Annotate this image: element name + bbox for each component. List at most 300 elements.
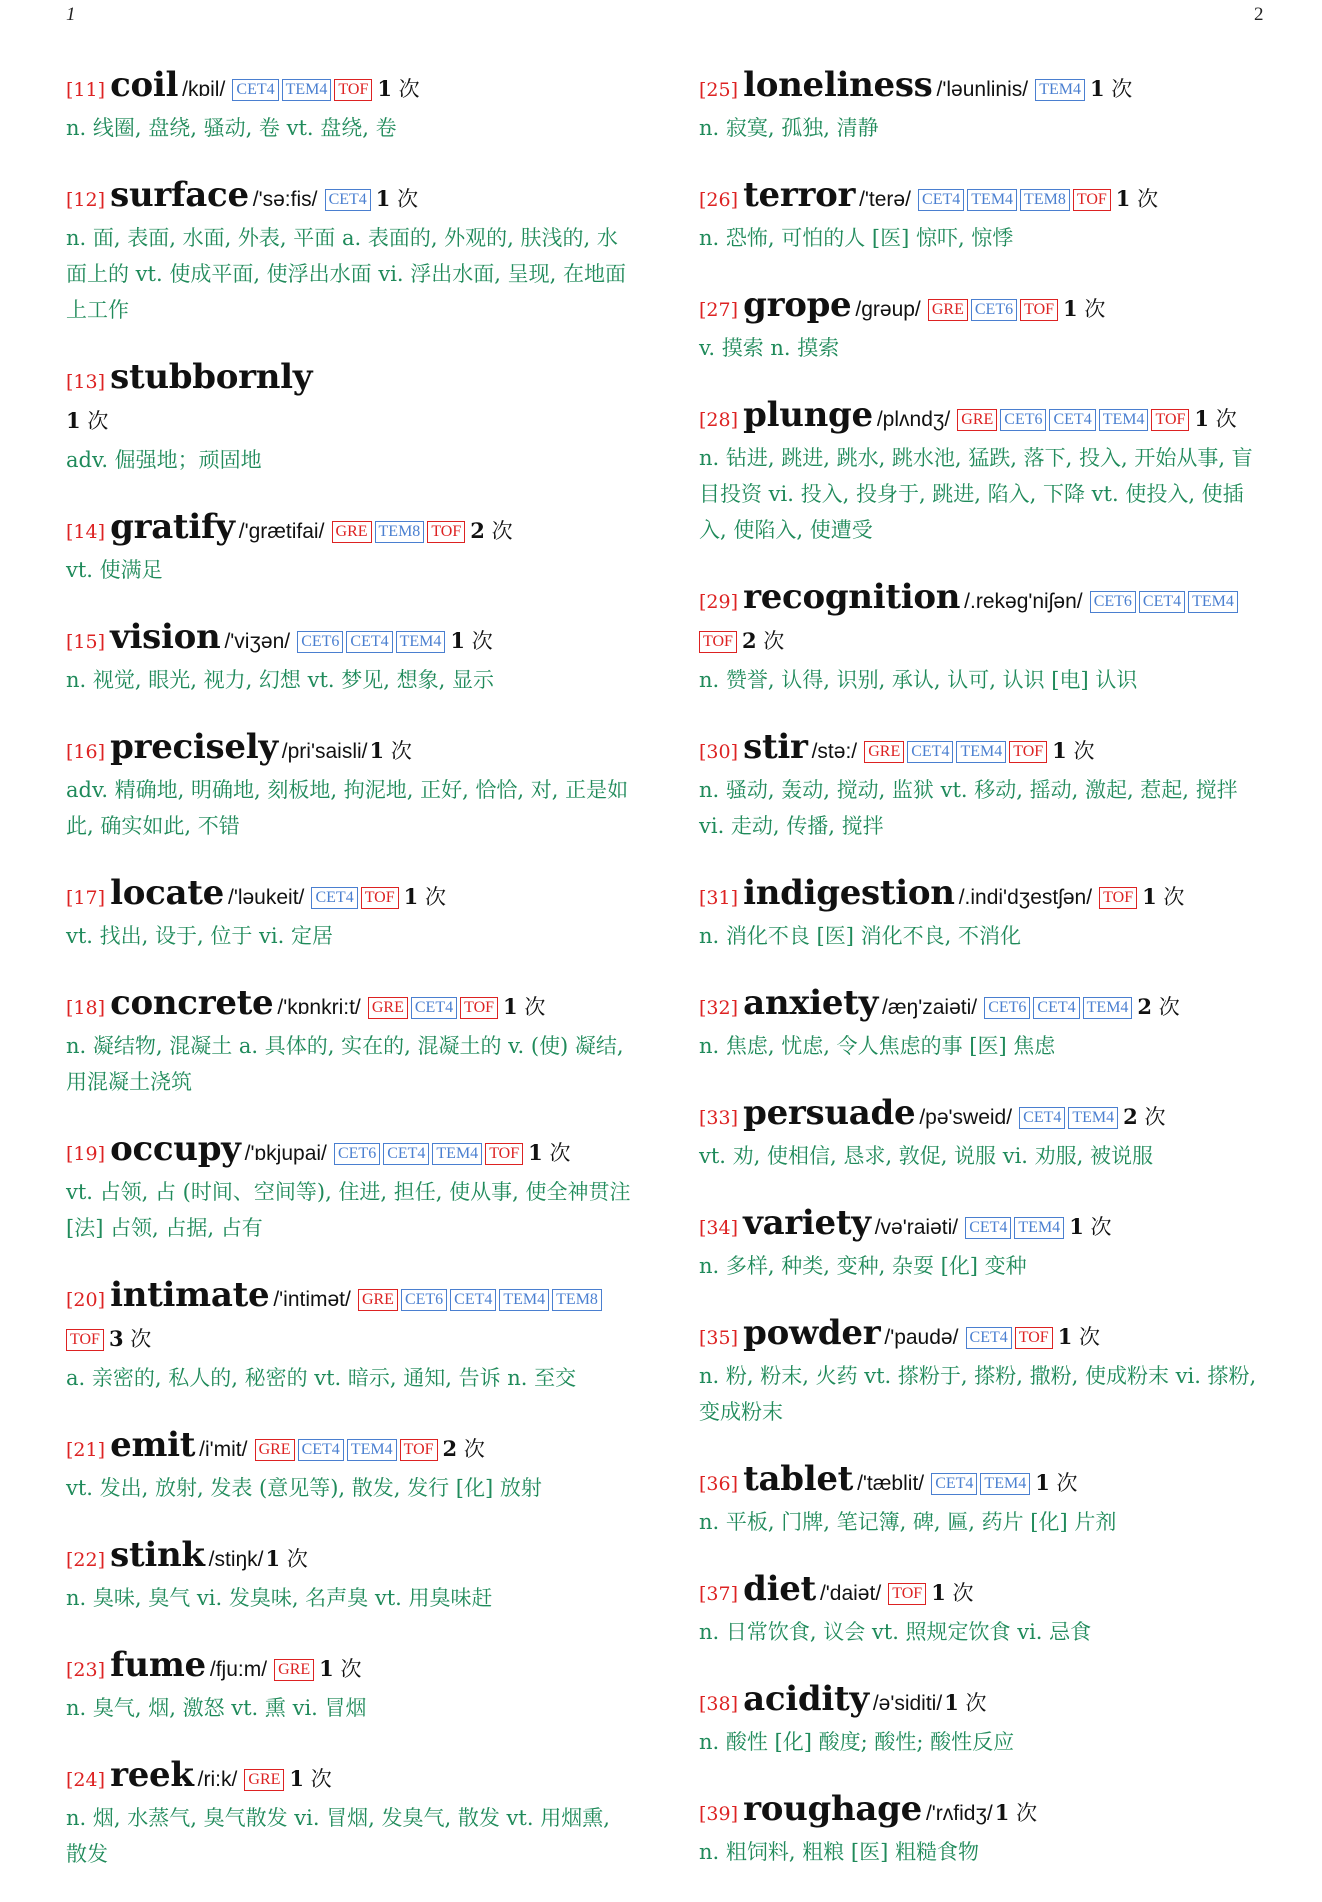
exam-tags bbox=[1099, 889, 1140, 908]
entry-index: [36] bbox=[699, 1473, 739, 1495]
entry-headline bbox=[66, 1536, 636, 1580]
exam-tags bbox=[864, 743, 1050, 762]
exam-tags bbox=[297, 633, 448, 652]
phonetic-transcription: /'sə:fis/ bbox=[252, 188, 318, 211]
entry-index: [33] bbox=[699, 1107, 739, 1129]
count-number: 1 bbox=[931, 1580, 946, 1605]
exam-tags bbox=[311, 889, 401, 908]
exam-tag: TOF bbox=[1020, 299, 1058, 321]
exam-tags bbox=[332, 523, 469, 542]
vocab-entry bbox=[66, 618, 636, 698]
exam-tags bbox=[255, 1441, 441, 1460]
definition: adv. 倔强地；顽固地 bbox=[66, 448, 262, 472]
vocab-entry bbox=[699, 1094, 1269, 1174]
entry-index: [20] bbox=[66, 1289, 106, 1311]
count-unit: 次 bbox=[1056, 1471, 1078, 1495]
headword: fume bbox=[110, 1645, 206, 1685]
phonetic-transcription: /'rʌfidʒ/ bbox=[925, 1802, 993, 1825]
headword: diet bbox=[743, 1569, 816, 1609]
headword: locate bbox=[110, 873, 224, 913]
definition: adv. 精确地, 明确地, 刻板地, 拘泥地, 正好, 恰恰, 对, 正是如此, 确实如此, 不错 bbox=[66, 778, 629, 838]
exam-tag: TOF bbox=[427, 521, 465, 543]
phonetic-transcription: /'grætifai/ bbox=[238, 520, 325, 543]
count-number: 1 bbox=[1069, 1214, 1084, 1239]
entry-index: [26] bbox=[699, 189, 739, 211]
headword: acidity bbox=[743, 1679, 869, 1719]
vocab-entry bbox=[699, 396, 1269, 548]
headword: occupy bbox=[110, 1129, 241, 1169]
headword: powder bbox=[743, 1313, 881, 1353]
entry-headline bbox=[699, 396, 1269, 440]
exam-tags bbox=[984, 999, 1135, 1018]
occurrence-count bbox=[450, 629, 492, 653]
occurrence-count bbox=[376, 187, 418, 211]
occurrence-count bbox=[1194, 407, 1236, 431]
count-unit: 次 bbox=[340, 1657, 362, 1681]
exam-tag: CET4 bbox=[232, 79, 278, 101]
count-unit: 次 bbox=[1158, 995, 1180, 1019]
entry-headline bbox=[66, 508, 636, 552]
count-unit: 次 bbox=[310, 1767, 332, 1791]
exam-tags bbox=[1035, 81, 1088, 100]
vocab-entry bbox=[66, 1276, 636, 1396]
vocab-entry bbox=[699, 176, 1269, 256]
entry-headline bbox=[699, 1094, 1269, 1138]
vocab-entry bbox=[699, 874, 1269, 954]
count-unit: 次 bbox=[1163, 885, 1185, 909]
headword: loneliness bbox=[743, 65, 933, 105]
definition: n. 平板, 门牌, 笔记簿, 碑, 匾, 药片 [化] 片剂 bbox=[699, 1510, 1117, 1534]
headword: stubbornly bbox=[110, 357, 313, 397]
exam-tag: CET4 bbox=[346, 631, 392, 653]
left-column bbox=[66, 66, 636, 1902]
definition: n. 日常饮食, 议会 vt. 照规定饮食 vi. 忌食 bbox=[699, 1620, 1092, 1644]
definition: vt. 占领, 占 (时间、空间等), 住进, 担任, 使从事, 使全神贯注 [法] 占领, 占据, 占有 bbox=[66, 1180, 631, 1240]
exam-tag: TOF bbox=[361, 887, 399, 909]
count-number: 1 bbox=[1089, 76, 1105, 101]
occurrence-count bbox=[1063, 297, 1105, 321]
exam-tag: TEM4 bbox=[396, 631, 446, 653]
count-unit: 次 bbox=[130, 1327, 152, 1351]
headword: tablet bbox=[743, 1459, 854, 1499]
entry-index: [18] bbox=[66, 997, 106, 1019]
count-number: 1 bbox=[375, 186, 391, 211]
count-unit: 次 bbox=[471, 629, 493, 653]
entry-headline bbox=[699, 286, 1269, 330]
exam-tag: CET6 bbox=[971, 299, 1017, 321]
phonetic-transcription: /stiŋk/ bbox=[208, 1548, 264, 1571]
count-unit: 次 bbox=[1090, 1215, 1112, 1239]
vocab-entry bbox=[66, 176, 636, 328]
phonetic-transcription: /'kɒnkri:t/ bbox=[277, 996, 361, 1019]
definition: vt. 找出, 设于, 位于 vi. 定居 bbox=[66, 924, 333, 948]
entry-index: [17] bbox=[66, 887, 106, 909]
exam-tag: GRE bbox=[864, 741, 904, 763]
entry-index: [30] bbox=[699, 741, 739, 763]
exam-tag: CET4 bbox=[1139, 591, 1185, 613]
phonetic-transcription: /i'mit/ bbox=[199, 1438, 248, 1461]
exam-tag: TEM4 bbox=[1188, 591, 1238, 613]
exam-tags bbox=[232, 81, 375, 100]
exam-tag: CET6 bbox=[1090, 591, 1136, 613]
count-number: 2 bbox=[1123, 1104, 1138, 1129]
exam-tag: CET6 bbox=[401, 1289, 447, 1311]
count-unit: 次 bbox=[763, 629, 785, 653]
entry-index: [11] bbox=[66, 79, 106, 101]
exam-tag: GRE bbox=[358, 1289, 398, 1311]
exam-tag: CET6 bbox=[297, 631, 343, 653]
vocab-entry bbox=[699, 1570, 1269, 1650]
exam-tags bbox=[957, 411, 1192, 430]
headword: indigestion bbox=[743, 873, 955, 913]
headword: variety bbox=[743, 1203, 871, 1243]
definition: n. 凝结物, 混凝土 a. 具体的, 实在的, 混凝土的 v. (使) 凝结, 用混凝土浇筑 bbox=[66, 1034, 624, 1094]
entry-headline bbox=[699, 1680, 1269, 1724]
headword: recognition bbox=[743, 577, 961, 617]
occurrence-count bbox=[1137, 995, 1179, 1019]
count-unit: 次 bbox=[965, 1691, 987, 1715]
entry-headline bbox=[699, 1204, 1269, 1248]
entry-index: [35] bbox=[699, 1327, 739, 1349]
count-number: 1 bbox=[403, 884, 419, 909]
exam-tag: TEM4 bbox=[1014, 1217, 1064, 1239]
occurrence-count bbox=[470, 519, 512, 543]
exam-tag: CET4 bbox=[966, 1327, 1012, 1349]
headword: roughage bbox=[743, 1789, 922, 1829]
entry-index: [25] bbox=[699, 79, 739, 101]
exam-tag: CET6 bbox=[1000, 409, 1046, 431]
occurrence-count bbox=[443, 1437, 485, 1461]
exam-tag: TOF bbox=[1151, 409, 1189, 431]
vocab-entry bbox=[699, 66, 1269, 146]
phonetic-transcription: /.rekəg'niʃən/ bbox=[964, 590, 1083, 613]
count-number: 1 bbox=[377, 76, 392, 101]
occurrence-count bbox=[931, 1581, 973, 1605]
count-number: 1 bbox=[1057, 1324, 1073, 1349]
phonetic-transcription: /'daiət/ bbox=[819, 1582, 882, 1605]
count-number: 1 bbox=[994, 1800, 1010, 1825]
exam-tag: TEM4 bbox=[1035, 79, 1085, 101]
headword: concrete bbox=[110, 983, 274, 1023]
phonetic-transcription: /ri:k/ bbox=[197, 1768, 238, 1791]
phonetic-transcription: /'viʒən/ bbox=[224, 630, 291, 653]
count-number: 1 bbox=[319, 1656, 334, 1681]
count-unit: 次 bbox=[463, 1437, 485, 1461]
exam-tags bbox=[965, 1219, 1067, 1238]
entry-headline bbox=[699, 1790, 1269, 1834]
definition: n. 烟, 水蒸气, 臭气散发 vi. 冒烟, 发臭气, 散发 vt. 用烟熏, 散发 bbox=[66, 1806, 610, 1866]
exam-tags bbox=[928, 301, 1061, 320]
count-unit: 次 bbox=[286, 1547, 308, 1571]
exam-tag: TEM4 bbox=[980, 1473, 1030, 1495]
count-unit: 次 bbox=[390, 739, 412, 763]
exam-tag: GRE bbox=[368, 997, 408, 1019]
entry-headline bbox=[66, 984, 636, 1028]
exam-tags bbox=[325, 191, 374, 210]
definition: n. 臭气, 烟, 激怒 vt. 熏 vi. 冒烟 bbox=[66, 1696, 367, 1720]
occurrence-count bbox=[1052, 739, 1094, 763]
count-number: 1 bbox=[289, 1766, 305, 1791]
count-line bbox=[66, 402, 636, 442]
definition: n. 多样, 种类, 变种, 杂耍 [化] 变种 bbox=[699, 1254, 1027, 1278]
count-unit: 次 bbox=[398, 77, 420, 101]
exam-tag: TOF bbox=[334, 79, 372, 101]
occurrence-count bbox=[1123, 1105, 1165, 1129]
definition: n. 赞誉, 认得, 识别, 承认, 认可, 认识 [电] 认识 bbox=[699, 668, 1138, 692]
count-unit: 次 bbox=[549, 1141, 571, 1165]
occurrence-count bbox=[377, 77, 419, 101]
entry-headline bbox=[699, 728, 1269, 772]
count-number: 1 bbox=[1052, 738, 1067, 763]
entry-index: [31] bbox=[699, 887, 739, 909]
count-unit: 次 bbox=[1016, 1801, 1038, 1825]
exam-tag: CET4 bbox=[907, 741, 953, 763]
vocab-entry bbox=[699, 984, 1269, 1064]
exam-tag: TEM8 bbox=[1020, 189, 1070, 211]
definition: vt. 劝, 使相信, 恳求, 敦促, 说服 vi. 劝服, 被说服 bbox=[699, 1144, 1154, 1168]
exam-tag: CET6 bbox=[984, 997, 1030, 1019]
occurrence-count bbox=[528, 1141, 570, 1165]
exam-tag: CET4 bbox=[411, 997, 457, 1019]
phonetic-transcription: /ə'siditi/ bbox=[872, 1692, 943, 1715]
phonetic-transcription: /grəup/ bbox=[855, 298, 921, 321]
occurrence-count bbox=[503, 995, 545, 1019]
exam-tag: TOF bbox=[888, 1583, 926, 1605]
definition: n. 粗饲料, 粗粮 [医] 粗糙食物 bbox=[699, 1840, 979, 1864]
headword: terror bbox=[743, 175, 856, 215]
exam-tag: CET4 bbox=[325, 189, 371, 211]
vocab-entry bbox=[66, 984, 636, 1100]
exam-tag: CET4 bbox=[931, 1473, 977, 1495]
count-number: 1 bbox=[1194, 406, 1210, 431]
exam-tag: TOF bbox=[66, 1329, 104, 1351]
count-number: 1 bbox=[1115, 186, 1131, 211]
definition: n. 视觉, 眼光, 视力, 幻想 vt. 梦见, 想象, 显示 bbox=[66, 668, 494, 692]
count-unit: 次 bbox=[491, 519, 513, 543]
count-number: 1 bbox=[944, 1690, 959, 1715]
phonetic-transcription: /'ɒkjupai/ bbox=[244, 1142, 327, 1165]
entry-index: [24] bbox=[66, 1769, 106, 1791]
count-unit: 次 bbox=[424, 885, 446, 909]
definition: a. 亲密的, 私人的, 秘密的 vt. 暗示, 通知, 告诉 n. 至交 bbox=[66, 1366, 577, 1390]
page-number-right: 2 bbox=[1254, 4, 1264, 25]
occurrence-count bbox=[995, 1801, 1037, 1825]
entry-index: [14] bbox=[66, 521, 106, 543]
entry-headline bbox=[699, 176, 1269, 220]
exam-tag: TEM8 bbox=[375, 521, 425, 543]
phonetic-transcription: /stə:/ bbox=[811, 740, 858, 763]
exam-tag: TOF bbox=[1015, 1327, 1053, 1349]
phonetic-transcription: /kɒil/ bbox=[182, 78, 226, 101]
exam-tag: CET4 bbox=[298, 1439, 344, 1461]
exam-tag: CET6 bbox=[334, 1143, 380, 1165]
count-unit: 次 bbox=[1137, 187, 1159, 211]
occurrence-count bbox=[404, 885, 446, 909]
headword: anxiety bbox=[743, 983, 879, 1023]
entry-headline bbox=[66, 874, 636, 918]
entry-index: [29] bbox=[699, 591, 739, 613]
right-column bbox=[699, 66, 1269, 1900]
exam-tag: TEM4 bbox=[1083, 997, 1133, 1019]
entry-headline bbox=[699, 874, 1269, 918]
count-unit: 次 bbox=[952, 1581, 974, 1605]
vocab-entry bbox=[66, 358, 636, 478]
exam-tag: TEM8 bbox=[552, 1289, 602, 1311]
occurrence-count bbox=[944, 1691, 986, 1715]
headword: gratify bbox=[110, 507, 235, 547]
entry-headline bbox=[66, 1756, 636, 1800]
exam-tag: TOF bbox=[485, 1143, 523, 1165]
exam-tag: TEM4 bbox=[956, 741, 1006, 763]
entry-headline bbox=[66, 618, 636, 662]
entry-index: [12] bbox=[66, 189, 106, 211]
count-number: 1 bbox=[265, 1546, 281, 1571]
vocab-entry bbox=[699, 728, 1269, 844]
count-unit: 次 bbox=[87, 409, 109, 433]
entry-index: [19] bbox=[66, 1143, 106, 1165]
exam-tag: GRE bbox=[332, 521, 372, 543]
occurrence-count bbox=[1058, 1325, 1100, 1349]
count-number: 1 bbox=[1142, 884, 1157, 909]
exam-tag: TEM4 bbox=[1099, 409, 1149, 431]
phonetic-transcription: /pə'sweid/ bbox=[919, 1106, 1013, 1129]
count-number: 2 bbox=[741, 628, 757, 653]
entry-headline bbox=[66, 1276, 636, 1360]
headword: coil bbox=[110, 65, 179, 105]
occurrence-count bbox=[1090, 77, 1132, 101]
entry-headline bbox=[66, 358, 636, 402]
headword: plunge bbox=[743, 395, 873, 435]
vocab-entry bbox=[699, 1790, 1269, 1870]
headword: intimate bbox=[110, 1275, 270, 1315]
exam-tags bbox=[244, 1771, 287, 1790]
exam-tags bbox=[274, 1661, 317, 1680]
exam-tag: CET4 bbox=[918, 189, 964, 211]
vocab-entry bbox=[699, 286, 1269, 366]
vocab-entry bbox=[699, 1204, 1269, 1284]
vocab-entry bbox=[66, 1646, 636, 1726]
entry-index: [37] bbox=[699, 1583, 739, 1605]
occurrence-count bbox=[319, 1657, 361, 1681]
exam-tags bbox=[334, 1145, 526, 1164]
exam-tag: TEM4 bbox=[499, 1289, 549, 1311]
count-number: 1 bbox=[503, 994, 518, 1019]
vocab-entry bbox=[66, 1130, 636, 1246]
exam-tag: TOF bbox=[1099, 887, 1137, 909]
count-number: 1 bbox=[450, 628, 466, 653]
entry-index: [28] bbox=[699, 409, 739, 431]
phonetic-transcription: /'intimət/ bbox=[273, 1288, 351, 1311]
definition: n. 恐怖, 可怕的人 [医] 惊吓, 惊悸 bbox=[699, 226, 1014, 250]
headword: surface bbox=[110, 175, 249, 215]
entry-headline bbox=[66, 1130, 636, 1174]
entry-index: [23] bbox=[66, 1659, 106, 1681]
count-number: 2 bbox=[442, 1436, 458, 1461]
exam-tags bbox=[368, 999, 501, 1018]
definition: n. 酸性 [化] 酸度; 酸性; 酸性反应 bbox=[699, 1730, 1015, 1754]
entry-headline bbox=[66, 1646, 636, 1690]
entry-index: [22] bbox=[66, 1549, 106, 1571]
count-number: 1 bbox=[66, 408, 81, 433]
exam-tag: CET4 bbox=[450, 1289, 496, 1311]
entry-headline bbox=[699, 1460, 1269, 1504]
exam-tag: TEM4 bbox=[967, 189, 1017, 211]
phonetic-transcription: /'paudə/ bbox=[884, 1326, 959, 1349]
occurrence-count bbox=[266, 1547, 308, 1571]
exam-tag: CET4 bbox=[1049, 409, 1095, 431]
exam-tag: CET4 bbox=[1019, 1107, 1065, 1129]
entry-index: [39] bbox=[699, 1803, 739, 1825]
entry-headline bbox=[699, 578, 1269, 662]
entry-index: [15] bbox=[66, 631, 106, 653]
exam-tag: TOF bbox=[699, 631, 737, 653]
occurrence-count bbox=[66, 409, 108, 433]
exam-tag: CET4 bbox=[311, 887, 357, 909]
count-number: 3 bbox=[108, 1326, 124, 1351]
count-unit: 次 bbox=[397, 187, 419, 211]
vocab-entry bbox=[66, 66, 636, 146]
headword: reek bbox=[110, 1755, 194, 1795]
count-unit: 次 bbox=[524, 995, 546, 1019]
entry-headline bbox=[699, 1314, 1269, 1358]
headword: persuade bbox=[743, 1093, 916, 1133]
exam-tag: CET4 bbox=[383, 1143, 429, 1165]
definition: vt. 发出, 放射, 发表 (意见等), 散发, 发行 [化] 放射 bbox=[66, 1476, 542, 1500]
count-number: 1 bbox=[528, 1140, 543, 1165]
definition: n. 消化不良 [医] 消化不良, 不消化 bbox=[699, 924, 1021, 948]
occurrence-count bbox=[1069, 1215, 1111, 1239]
definition: n. 骚动, 轰动, 搅动, 监狱 vt. 移动, 摇动, 激起, 惹起, 搅拌 vi. 走动, 传播, 搅拌 bbox=[699, 778, 1238, 838]
count-unit: 次 bbox=[1111, 77, 1133, 101]
definition: v. 摸索 n. 摸索 bbox=[699, 336, 840, 360]
headword: grope bbox=[743, 285, 852, 325]
headword: vision bbox=[110, 617, 221, 657]
exam-tags bbox=[888, 1585, 929, 1604]
definition: n. 寂寞, 孤独, 清静 bbox=[699, 116, 879, 140]
exam-tag: TEM4 bbox=[347, 1439, 397, 1461]
entry-headline bbox=[699, 1570, 1269, 1614]
count-number: 2 bbox=[470, 518, 485, 543]
phonetic-transcription: /'terə/ bbox=[859, 188, 911, 211]
phonetic-transcription: /æŋ'zaiəti/ bbox=[882, 996, 978, 1019]
occurrence-count bbox=[1116, 187, 1158, 211]
exam-tag: CET4 bbox=[1033, 997, 1079, 1019]
exam-tag: TEM4 bbox=[1068, 1107, 1118, 1129]
exam-tag: TEM4 bbox=[432, 1143, 482, 1165]
vocab-entry bbox=[66, 1756, 636, 1872]
count-unit: 次 bbox=[1144, 1105, 1166, 1129]
exam-tag: GRE bbox=[928, 299, 968, 321]
definition: vt. 使满足 bbox=[66, 558, 163, 582]
entry-index: [38] bbox=[699, 1693, 739, 1715]
entry-headline bbox=[66, 66, 636, 110]
definition: n. 钻进, 跳进, 跳水, 跳水池, 猛跌, 落下, 投入, 开始从事, 盲目投资 vi. 投入, 投身于, 跳进, 陷入, 下降 vt. 使投入, 使插入, 使陷入, 使遭受 bbox=[699, 446, 1253, 542]
phonetic-transcription: /'ləukeit/ bbox=[227, 886, 305, 909]
page-number-left: 1 bbox=[66, 4, 76, 25]
exam-tag: TOF bbox=[460, 997, 498, 1019]
vocab-entry bbox=[699, 578, 1269, 698]
vocab-entry bbox=[66, 1426, 636, 1506]
exam-tags bbox=[966, 1329, 1056, 1348]
entry-headline bbox=[66, 728, 636, 772]
exam-tag: CET4 bbox=[965, 1217, 1011, 1239]
headword: stink bbox=[110, 1535, 205, 1575]
definition: n. 线圈, 盘绕, 骚动, 卷 vt. 盘绕, 卷 bbox=[66, 116, 397, 140]
count-number: 1 bbox=[369, 738, 385, 763]
occurrence-count bbox=[1035, 1471, 1077, 1495]
headword: emit bbox=[110, 1425, 196, 1465]
exam-tag: TOF bbox=[1009, 741, 1047, 763]
